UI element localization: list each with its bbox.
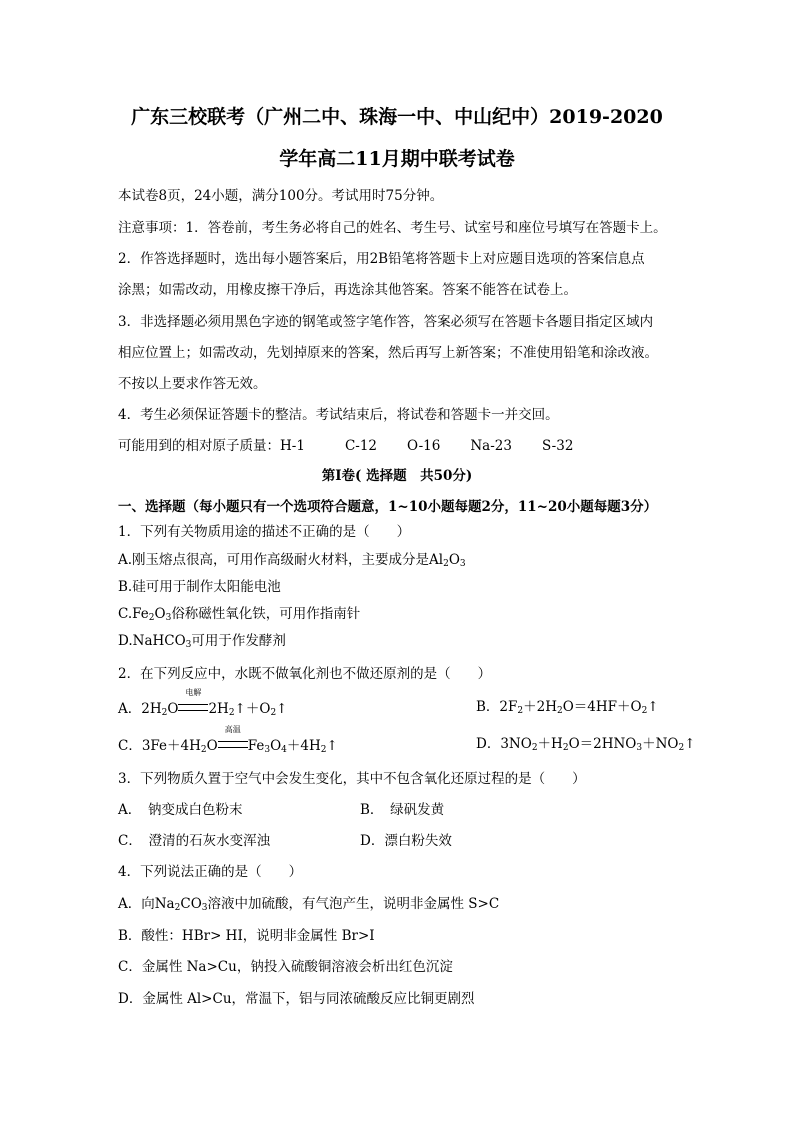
- atomic-mass-line: [118, 437, 573, 455]
- atomic-mass-label: 可能用到的相对原子质量：: [118, 438, 280, 454]
- q3-row-ab: [118, 801, 678, 819]
- section-heading: 第Ⅰ卷( 选择题 共50分): [321, 468, 473, 484]
- exam-title-line1: 广东三校联考（广州二中、珠海一中、中山纪中）2019-2020: [131, 106, 663, 128]
- q3-option-b: B． 绿矾发黄: [360, 802, 445, 818]
- notice-2a: 2．作答选择题时，选出每小题答案后，用2B铅笔将答题卡上对应题目选项的答案信息点: [118, 251, 645, 267]
- q4-stem: 4．下列说法正确的是（ ）: [118, 864, 303, 880]
- notice-4: 4．考生必须保证答题卡的整洁。考试结束后，将试卷和答题卡一并交回。: [118, 407, 559, 423]
- q3-option-a: A． 钠变成白色粉末: [118, 802, 243, 818]
- q2-option-d: D．$3NO_2+H_2O=2HNO_3+NO_2↑$: [476, 736, 696, 753]
- notice-3a: 3．非选择题必须用黑色字迹的钢笔或签字笔作答，答案必须写在答题卡各题目指定区域内: [118, 314, 654, 330]
- atomic-mass-h: H-1: [280, 438, 305, 454]
- atomic-mass-s: S-32: [541, 438, 574, 454]
- q4-option-c: C．金属性 Na>Cu，钠投入硫酸铜溶液会析出红色沉淀: [118, 959, 453, 975]
- q3-option-c: C． 澄清的石灰水变浑浊: [118, 833, 271, 849]
- q2-option-b: B．$2F_2+2H_2O=4HF+O_2↑$: [476, 699, 659, 716]
- q2-stem: 2．在下列反应中，水既不做氧化剂也不做还原剂的是（ ）: [118, 666, 492, 682]
- q4-option-b: B．酸性：HBr> HI，说明非金属性 Br>I: [118, 928, 375, 944]
- q2-row-cd: [118, 725, 696, 755]
- exam-info: 本试卷8页，24小题，满分100分。考试用时75分钟。: [118, 188, 444, 204]
- notice-2b: 涂黑；如需改动，用橡皮擦干净后，再选涂其他答案。答案不能答在试卷上。: [118, 282, 577, 298]
- q3-row-cd: [118, 832, 678, 850]
- atomic-mass-na: Na-23: [470, 438, 512, 454]
- q1-stem: 1．下列有关物质用途的描述不正确的是（ ）: [118, 524, 411, 540]
- atomic-mass-o: O-16: [407, 438, 441, 454]
- notice-1: 注意事项：1．答卷前，考生务必将自己的姓名、考生号、试室号和座位号填写在答题卡上。: [118, 220, 667, 236]
- q1-option-a: A.刚玉熔点很高，可用作高级耐火材料，主要成分是$Al_2O_3$: [118, 552, 466, 569]
- exam-title-line2: 学年高二11月期中联考试卷: [279, 148, 515, 170]
- q2-row-ab: [118, 688, 678, 718]
- notice-3c: 不按以上要求作答无效。: [118, 376, 267, 392]
- q3-stem: 3．下列物质久置于空气中会发生变化，其中不包含氧化还原过程的是（ ）: [118, 771, 586, 787]
- q2-option-c: C．$3Fe+4H_2O$ 高温 $Fe_3O_4+4H_2↑$: [118, 725, 338, 755]
- notice-3b: 相应位置上；如需改动，先划掉原来的答案，然后再写上新答案；不准使用铅笔和涂改液。: [118, 345, 658, 361]
- q4-option-a: A．向$Na_2CO_3$溶液中加硫酸，有气泡产生，说明非金属性 S>C: [118, 896, 500, 913]
- q4-option-d: D．金属性 Al>Cu，常温下，铝与同浓硫酸反应比铜更剧烈: [118, 991, 475, 1007]
- q1-option-c: $C.Fe_2O_3$俗称磁性氧化铁，可用作指南针: [118, 606, 361, 623]
- atomic-mass-c: C-12: [344, 438, 378, 454]
- q3-option-d: D．漂白粉失效: [360, 833, 452, 849]
- q2-option-a: A．$2H_2O$ 电解 $2H_2↑+O_2↑$: [118, 688, 288, 718]
- q1-option-d: D.NaHCO$_3$可用于作发酵剂: [118, 633, 286, 650]
- q1-option-b: B.硅可用于制作太阳能电池: [118, 579, 281, 595]
- part1-heading: 一、选择题（每小题只有一个选项符合题意，1~10小题每题2分，11~20小题每题3分）: [118, 499, 658, 515]
